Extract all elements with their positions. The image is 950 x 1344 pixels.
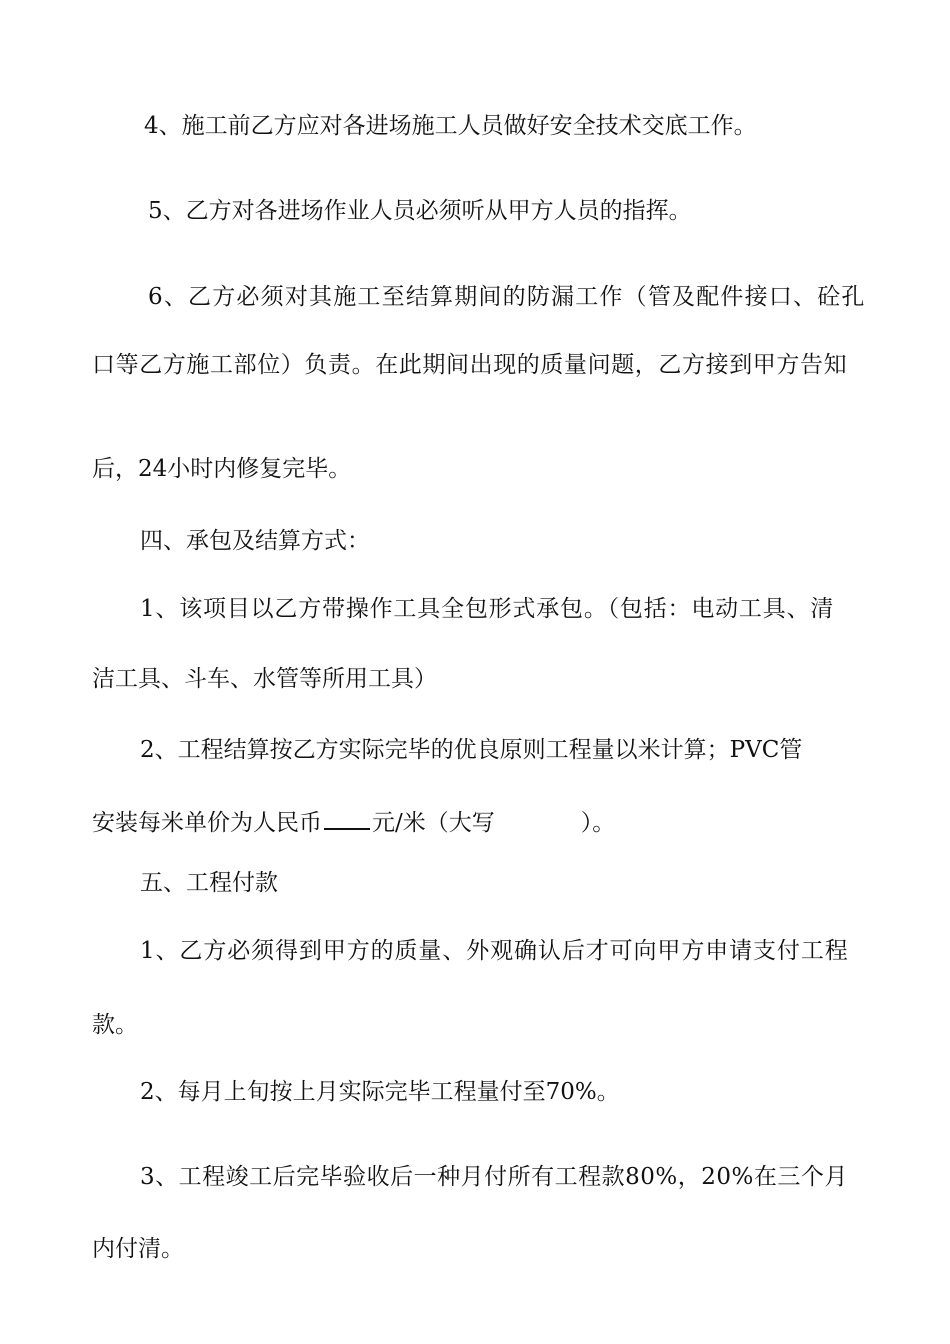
clause-1-contract-line-1: 1、该项目以乙方带操作工具全包形式承包。（包括：电动工具、清	[140, 596, 835, 622]
clause-1-payment-line-2: 款。	[92, 1012, 138, 1038]
clause-4-safety-briefing: 4、施工前乙方应对各进场施工人员做好安全技术交底工作。	[144, 113, 757, 139]
clause-1-payment-line-1: 1、乙方必须得到甲方的质量、外观确认后才可向甲方申请支付工程	[140, 938, 849, 964]
unit-price-close: ）。	[580, 810, 616, 836]
clause-6-leak-line-2: 口等乙方施工部位）负责。在此期间出现的质量问题，乙方接到甲方告知	[92, 352, 848, 378]
clause-5-follow-command: 5、乙方对各进场作业人员必须听从甲方人员的指挥。	[148, 198, 692, 224]
unit-price-label: 安装每米单价为人民币	[92, 810, 322, 836]
clause-2-settlement-line-2	[92, 808, 862, 838]
unit-price-unit: 元/米（大写	[372, 810, 495, 836]
section-5-heading: 五、工程付款	[140, 870, 278, 896]
clause-3-completion-line-1: 3、工程竣工后完毕验收后一种月付所有工程款80%，20%在三个月	[140, 1164, 848, 1190]
section-4-heading: 四、承包及结算方式：	[140, 528, 370, 554]
clause-6-leak-line-3: 后，24小时内修复完毕。	[92, 456, 352, 482]
clause-3-completion-line-2: 内付清。	[92, 1236, 184, 1262]
clause-1-contract-line-2: 洁工具、斗车、水管等所用工具）	[92, 666, 437, 692]
clause-6-leak-line-1-text: 6、乙方必须对其施工至结算期间的防漏工作（管及配件接口、砼孔	[148, 284, 866, 310]
unit-price-blank	[324, 808, 370, 830]
clause-2-settlement-line-1: 2、工程结算按乙方实际完毕的优良原则工程量以米计算；PVC管	[140, 737, 803, 763]
clause-2-monthly-payment: 2、每月上旬按上月实际完毕工程量付至70%。	[140, 1079, 620, 1105]
clause-6-leak-line-1	[148, 282, 866, 312]
